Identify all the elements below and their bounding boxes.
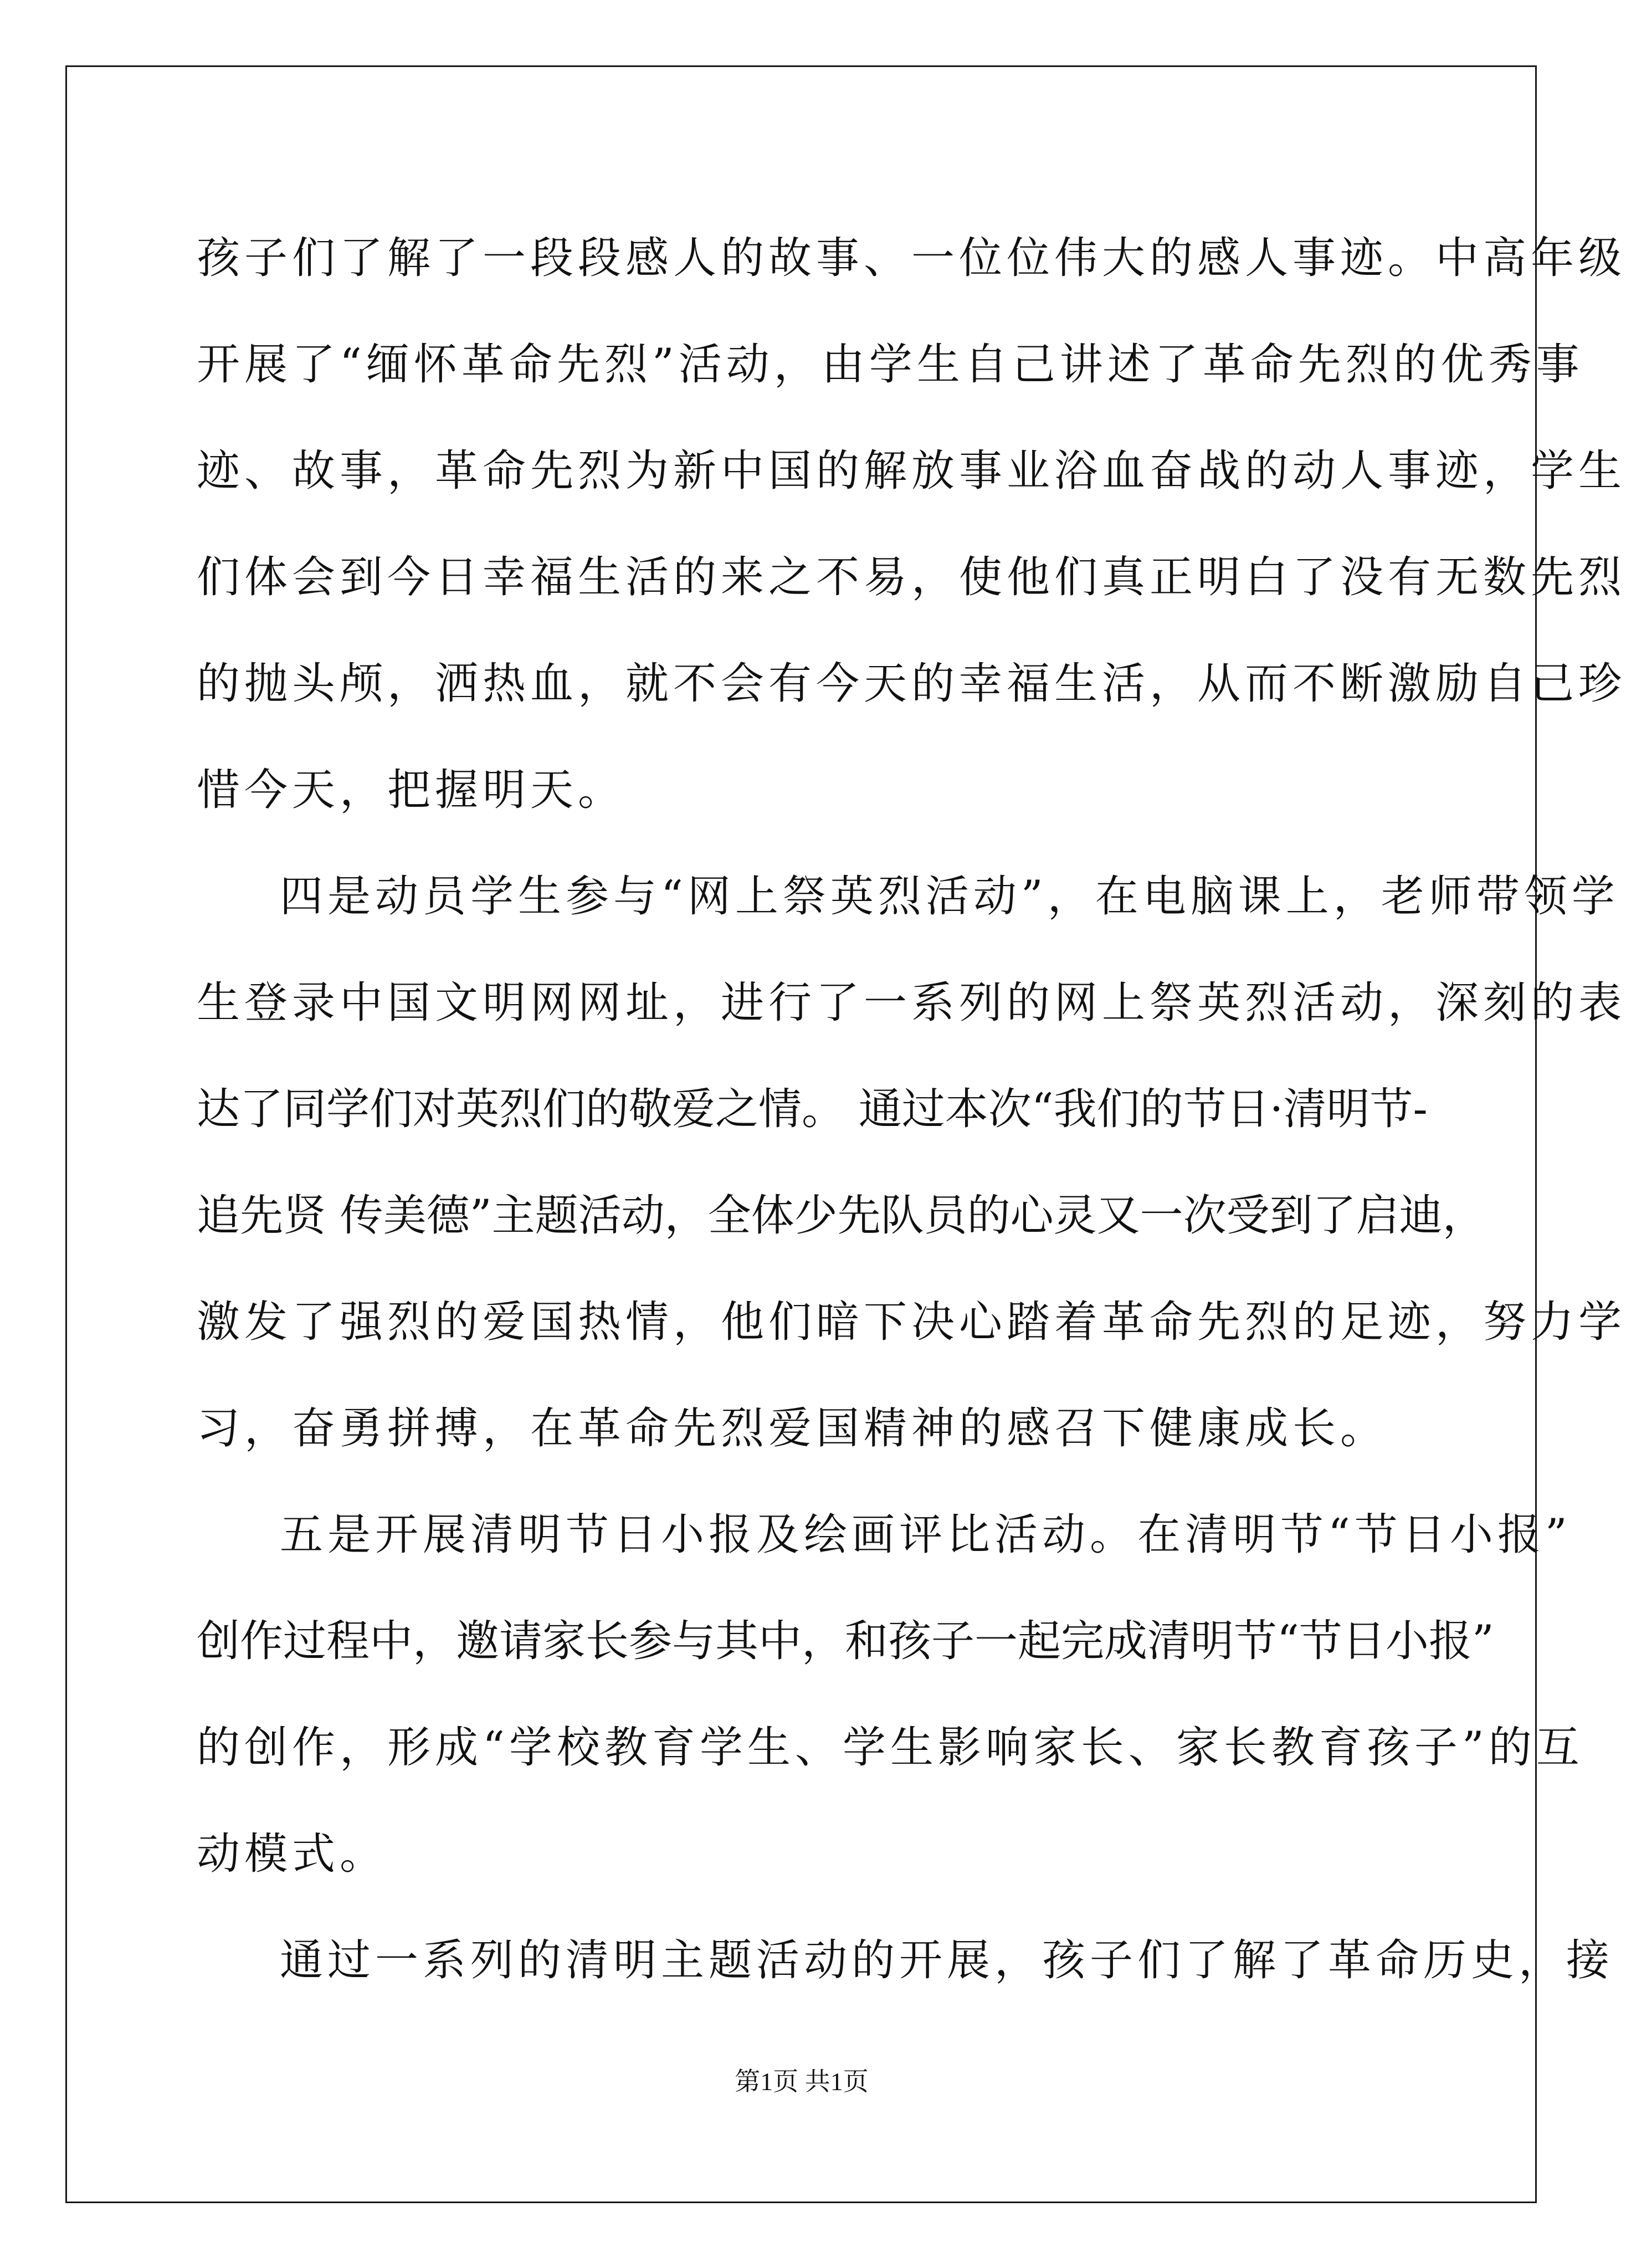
text-line: 习，奋勇拼搏，在革命先烈爱国精神的感召下健康成长。 <box>197 1404 1388 1453</box>
paragraph-start-line: 通过一系列的清明主题活动的开展，孩子们了解了革命历史，接 <box>280 1936 1614 1985</box>
text-line: 迹、故事，革命先烈为新中国的解放事业浴血奋战的动人事迹，学生 <box>197 446 1626 496</box>
paragraph-start-line: 五是开展清明节日小报及绘画评比活动。在清明节“节日小报” <box>280 1510 1572 1560</box>
document-body <box>197 205 1626 2014</box>
text-line: 的抛头颅，洒热血，就不会有今天的幸福生活，从而不断激励自己珍 <box>197 659 1626 709</box>
text-line: 激发了强烈的爱国热情，他们暗下决心踏着革命先烈的足迹，努力学 <box>197 1297 1626 1347</box>
text-line: 追先贤 传美德”主题活动，全体少先队员的心灵又一次受到了启迪， <box>197 1191 1486 1241</box>
text-line: 孩子们了解了一段段感人的故事、一位位伟大的感人事迹。中高年级 <box>197 233 1626 283</box>
text-line: 创作过程中，邀请家长参与其中，和孩子一起完成清明节“节日小报” <box>197 1616 1494 1666</box>
text-line: 惜今天，把握明天。 <box>197 765 626 815</box>
text-line: 的创作，形成“学校教育学生、学生影响家长、家长教育孩子”的互 <box>197 1723 1584 1773</box>
text-line: 生登录中国文明网网址，进行了一系列的网上祭英烈活动，深刻的表 <box>197 978 1626 1028</box>
text-line: 动模式。 <box>197 1829 388 1879</box>
page-number-footer: 第1页 共1页 <box>735 2067 869 2096</box>
paragraph-start-line: 四是动员学生参与“网上祭英烈活动”，在电脑课上，老师带领学 <box>280 872 1619 921</box>
text-line: 开展了“缅怀革命先烈”活动，由学生自己讲述了革命先烈的优秀事 <box>197 340 1584 390</box>
text-line: 达了同学们对英烈们的敬爱之情。 通过本次“我们的节日·清明节- <box>197 1084 1428 1134</box>
text-line: 们体会到今日幸福生活的来之不易，使他们真正明白了没有无数先烈 <box>197 552 1626 602</box>
